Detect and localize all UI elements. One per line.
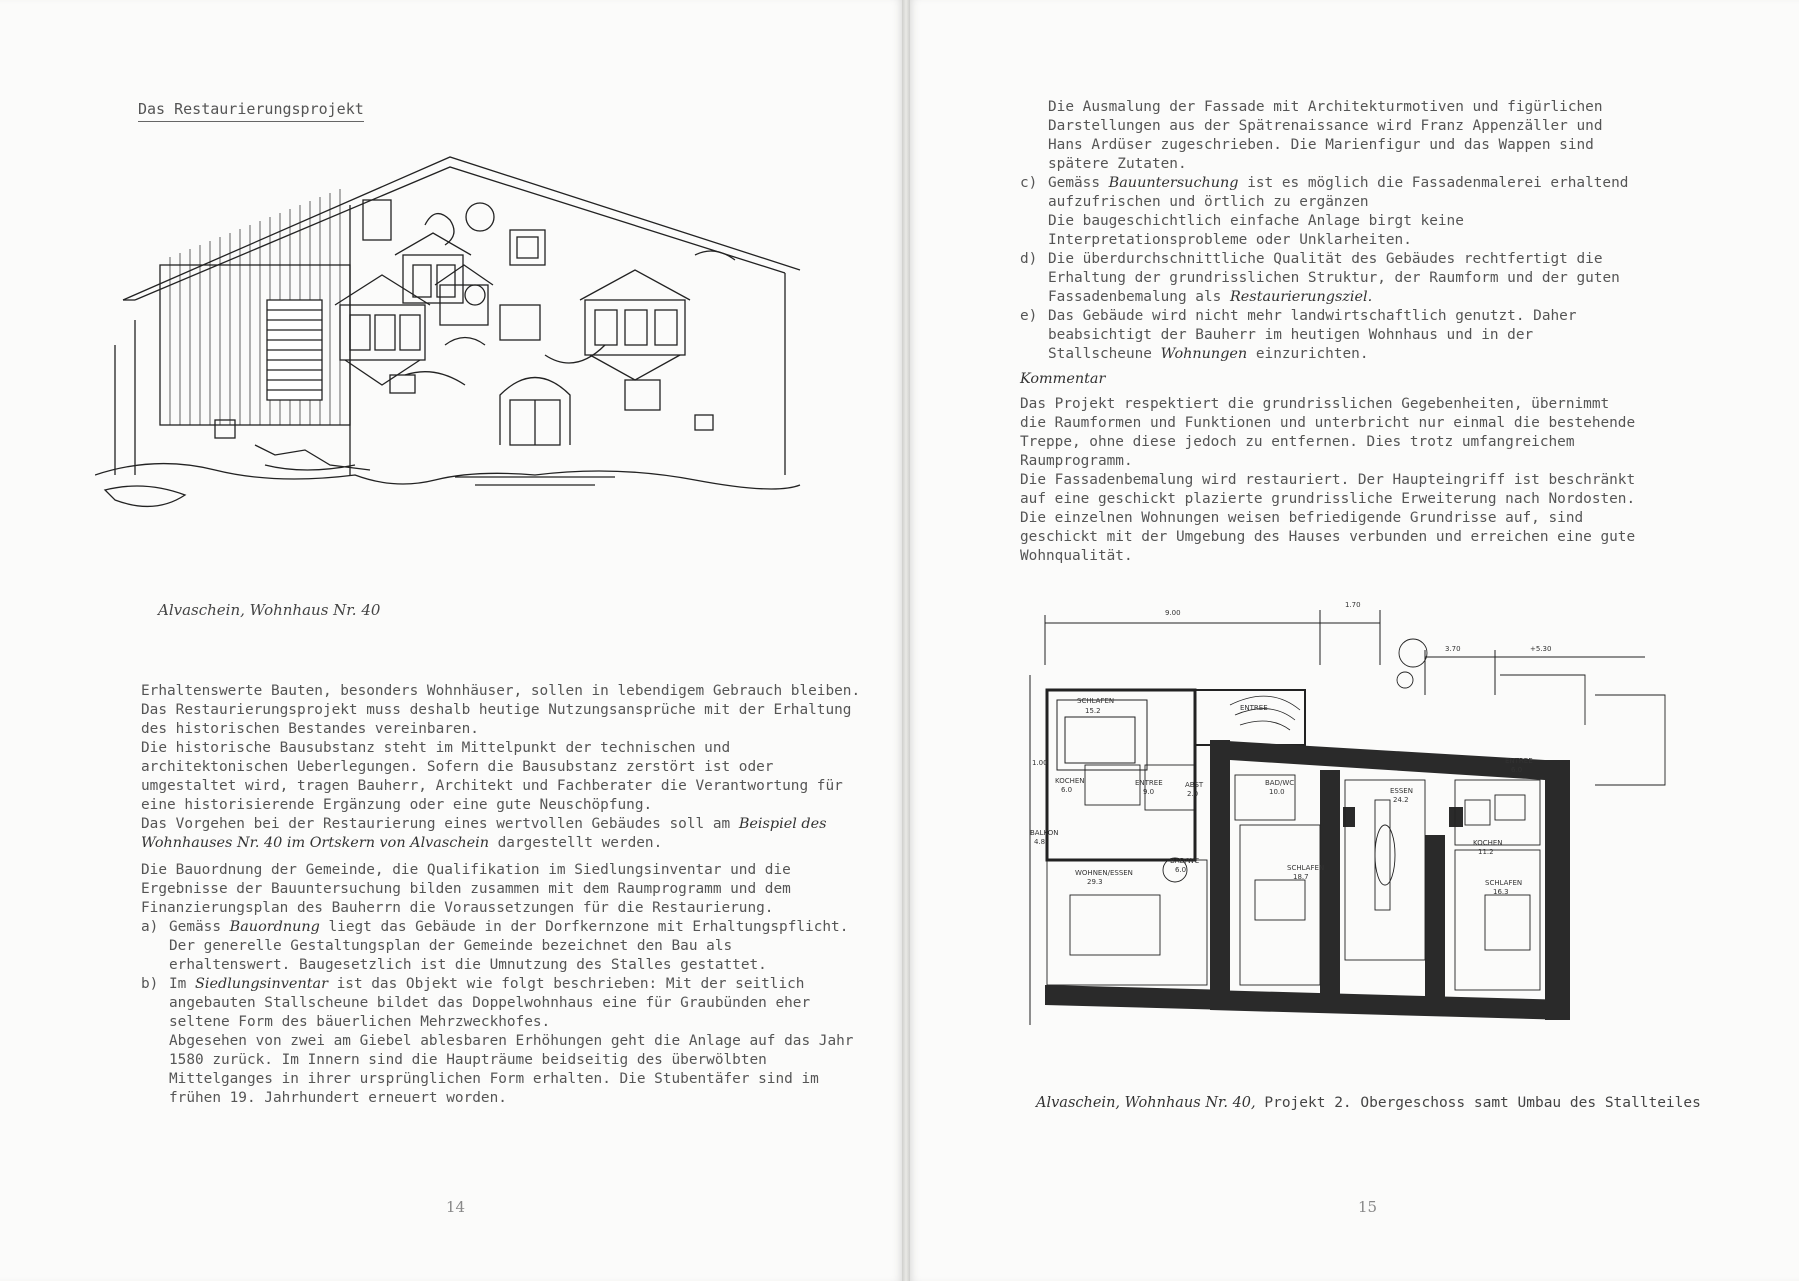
text-span: Die überdurchschnittliche Qualität des Gebäudes rechtfertigt die Erhaltung der grundrisslichen Struktur, der Raumform und der guten Fassadenbemalung als [1048,251,1620,305]
book-gutter [902,0,910,1281]
plan-label: 1.00 [1032,759,1048,767]
plan-label: BAD/WC [1265,779,1295,787]
plan-label: 10.0 [1269,788,1285,796]
plan-caption [1036,1095,1701,1111]
plan-label: 29.3 [1087,878,1103,886]
plan-label: 6.0 [1061,786,1073,794]
text-span: Projekt 2. Obergeschoss samt Umbau des Stallteiles [1255,1095,1701,1111]
plan-label: BAD/WC [1170,857,1200,865]
plan-label: 9.00 [1165,609,1181,617]
plan-label: 9.0 [1143,788,1155,796]
page-number: 15 [1358,1198,1378,1216]
paragraph: Die historische Bausubstanz steht im Mittelpunkt der technischen und architektonischen Ueberlegungen. Sofern die Bausubstanz zerstört ist oder umgestaltet wird, tragen Bauherr, Architekt und Fachberater die Verantwortung für eine historisierende Ergänzung oder eine gute Neuschöpfung. [141,740,843,813]
paragraph: Abgesehen von zwei am Giebel ablesbaren Erhöhungen geht die Anlage auf das Jahr 1580 zurück. Im Innern sind die Haupträume beidseitig des überwölbten Mittelganges in ihrer ursprünglichen Form erhalten. Die Stubentäfer sind im frühen 19. Jahrhundert erneuert worden. [169,1033,854,1106]
page-number: 14 [446,1198,466,1216]
plan-label: KOCHEN [1473,839,1503,847]
plan-label: 3.70 [1445,645,1461,653]
paragraph: Erhaltenswerte Bauten, besonders Wohnhäuser, sollen in lebendigem Gebrauch bleiben. Das Restaurierungsprojekt muss deshalb heutige Nutzungsansprüche mit der Erhaltung des historischen Bestandes vereinbaren. [141,683,861,737]
emphasis-text: Beispiel des Wohnhauses Nr. 40 im Ortskern von Alvaschein [141,816,827,851]
house-facade-drawing [95,145,855,590]
emphasis-text: Bauordnung [229,919,320,935]
plan-label: KOCHEN [1055,777,1085,785]
list-label: c) [1020,175,1038,191]
paragraph: Die Bauordnung der Gemeinde, die Qualifikation im Siedlungsinventar und die Ergebnisse der Bauuntersuchung bilden zusammen mit dem Raumprogramm und dem Finanzierungsplan des Bauherrn die Voraussetzungen für die Restaurierung. [141,862,791,916]
text-span: einzurichten. [1247,346,1369,362]
list-item-c [1020,174,1640,250]
kommentar-heading: Kommentar [1020,371,1106,387]
list-label: e) [1020,308,1038,324]
plan-label: SCHLAFEN [1485,879,1523,887]
left-body-text [141,682,861,1108]
list-item-e [1020,307,1640,364]
text-span: Das Vorgehen bei der Restaurierung eines wertvollen Gebäudes soll am [141,816,739,832]
plan-label: WOHNEN/ESSEN [1075,869,1133,877]
right-body-text [1020,98,1640,566]
plan-label: 11.2 [1478,848,1494,856]
plan-label: +5.30 [1530,645,1552,653]
plan-label: ENTREE [1505,757,1533,765]
plan-label: 4.8 [1034,838,1046,846]
plan-label: 6.0 [1175,866,1187,874]
text-span: Das Gebäude wird nicht mehr landwirtschaftlich genutzt. Daher beabsichtigt der Bauherr im heutigen Wohnhaus und in der Stallscheune [1048,308,1577,362]
list-item-a [141,918,861,975]
right-page [910,0,1799,1281]
paragraph: Das Projekt respektiert die grundrisslichen Gegebenheiten, übernimmt die Raumformen und Funktionen und unterbricht nur einmal die bestehende Treppe, ohne diese jedoch zu entfernen. Dies trotz umfangreichem Raumprogramm. [1020,396,1636,469]
list-label: d) [1020,251,1038,267]
text-span: Im [169,976,195,992]
text-span: ist es möglich die Fassadenmalerei erhaltend aufzufrischen und örtlich zu ergänzen [1048,175,1629,210]
text-span: ist das Objekt wie folgt beschrieben: Mit der seitlich angebauten Stallscheune bildet das Doppelwohnhaus eine für Graubünden eher seltene Form des bäuerlichen Mehrzweckhofes. [169,976,811,1030]
paragraph: Die baugeschichtlich einfache Anlage birgt keine Interpretationsprobleme oder Unklarheiten. [1048,213,1464,248]
paragraph: Die einzelnen Wohnungen weisen befriedigende Grundrisse auf, sind geschickt mit der Umgebung des Hauses verbunden und erreichen eine gute Wohnqualität. [1020,510,1636,564]
text-span: liegt das Gebäude in der Dorfkernzone mit Erhaltungspflicht. Der generelle Gestaltungsplan der Gemeinde bezeichnet den Bau als erhaltenswert. Baugesetzlich ist die Umnutzung des Stalles gestattet. [169,919,849,973]
emphasis-text: Siedlungsinventar [195,976,328,992]
plan-label: 16.3 [1493,888,1509,896]
plan-label: BALKON [1030,829,1059,837]
text-span: Gemäss [169,919,230,935]
text-span: dargestellt werden. [488,835,663,851]
plan-label: 2.0 [1187,790,1199,798]
emphasis-text: Alvaschein, Wohnhaus Nr. 40, [1036,1095,1256,1111]
list-item-b [141,975,861,1108]
plan-label: ENTREE [1240,704,1268,712]
plan-label: 1.70 [1345,601,1361,609]
emphasis-text: Bauuntersuchung [1108,175,1239,191]
paragraph [141,815,861,853]
emphasis-text: Restaurierungsziel. [1229,289,1373,305]
paragraph: Die Ausmalung der Fassade mit Architekturmotiven und figürlichen Darstellungen aus der Spätrenaissance wird Franz Appenzäller und Hans Ardüser zugeschrieben. Die Marienfigur und das Wappen sind spätere Zutaten. [1048,99,1603,172]
floor-plan-drawing [1025,595,1675,1025]
plan-label: SCHLAFEN [1077,697,1115,705]
section-title: Das Restaurierungsprojekt [138,100,364,122]
plan-label: 24.2 [1393,796,1409,804]
list-label: b) [141,976,159,992]
text-span: Gemäss [1048,175,1109,191]
plan-label: ABST [1185,781,1204,789]
plan-label: ESSEN [1390,787,1413,795]
plan-label: ENTREE [1135,779,1163,787]
drawing-caption: Alvaschein, Wohnhaus Nr. 40 [158,601,381,619]
plan-label: SCHLAFEN [1287,864,1325,872]
plan-label: 15.2 [1085,707,1101,715]
paragraph: Die Fassadenbemalung wird restauriert. Der Haupteingriff ist beschränkt auf eine geschickt plazierte grundrissliche Erweiterung nach Nordosten. [1020,472,1636,507]
plan-label: 18.7 [1293,873,1309,881]
emphasis-text: Wohnungen [1160,346,1248,362]
plan-label: 6.0 [1511,766,1523,774]
list-item-d [1020,250,1640,307]
list-label: a) [141,919,159,935]
